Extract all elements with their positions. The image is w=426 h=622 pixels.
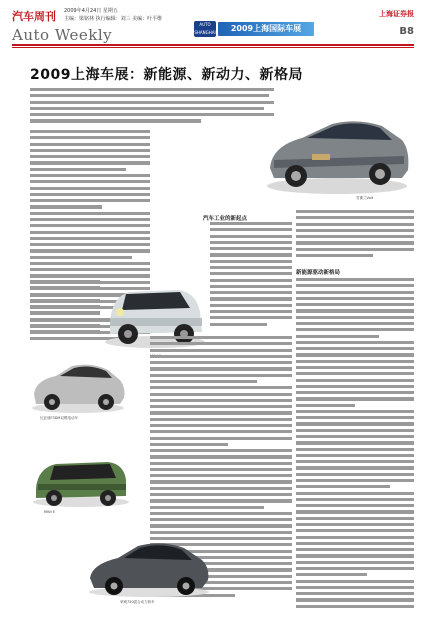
editor-credits: 主编：梁铭林 执行编辑：刘三 美编：叶平维 bbox=[64, 16, 163, 22]
body-text-middle-top bbox=[210, 222, 292, 332]
intro-text bbox=[30, 88, 274, 128]
newspaper-brand: 上海证券报 bbox=[379, 10, 414, 18]
caption-mini2: MINI E bbox=[44, 510, 56, 514]
page-number: B8 bbox=[399, 26, 414, 37]
body-text-right-top bbox=[296, 210, 414, 266]
auto-show-logo: AUTO SHANGHAI bbox=[194, 22, 216, 35]
masthead bbox=[0, 0, 426, 58]
subhead-middle: 汽车工业的新起点 bbox=[203, 216, 248, 222]
caption-volt: 雪佛兰Volt bbox=[356, 196, 374, 200]
body-text-left-lower bbox=[30, 280, 100, 340]
auto-show-banner: 2009上海国际车展 bbox=[218, 22, 314, 36]
issue-date: 2009年4月24日 星期五 bbox=[64, 8, 118, 14]
subhead-right: 新能源驱动新格局 bbox=[296, 270, 341, 276]
chevrolet-volt-image bbox=[262, 90, 412, 200]
roewe-750-image bbox=[84, 520, 214, 600]
byd-f3dm-image bbox=[28, 346, 128, 416]
section-title: 汽车周刊 bbox=[12, 10, 56, 23]
english-section-title: Auto Weekly bbox=[12, 26, 113, 44]
body-text-right bbox=[296, 278, 414, 608]
mini-green-image bbox=[28, 440, 134, 510]
caption-byd: 比亚迪F3DM双模电动车 bbox=[40, 416, 78, 420]
article-headline: 2009上海车展：新能源、新动力、新格局 bbox=[30, 67, 303, 83]
header-rule bbox=[12, 44, 414, 46]
caption-roewe: 荣威750混合动力轿车 bbox=[120, 600, 155, 604]
header-rule-thin bbox=[12, 47, 414, 48]
